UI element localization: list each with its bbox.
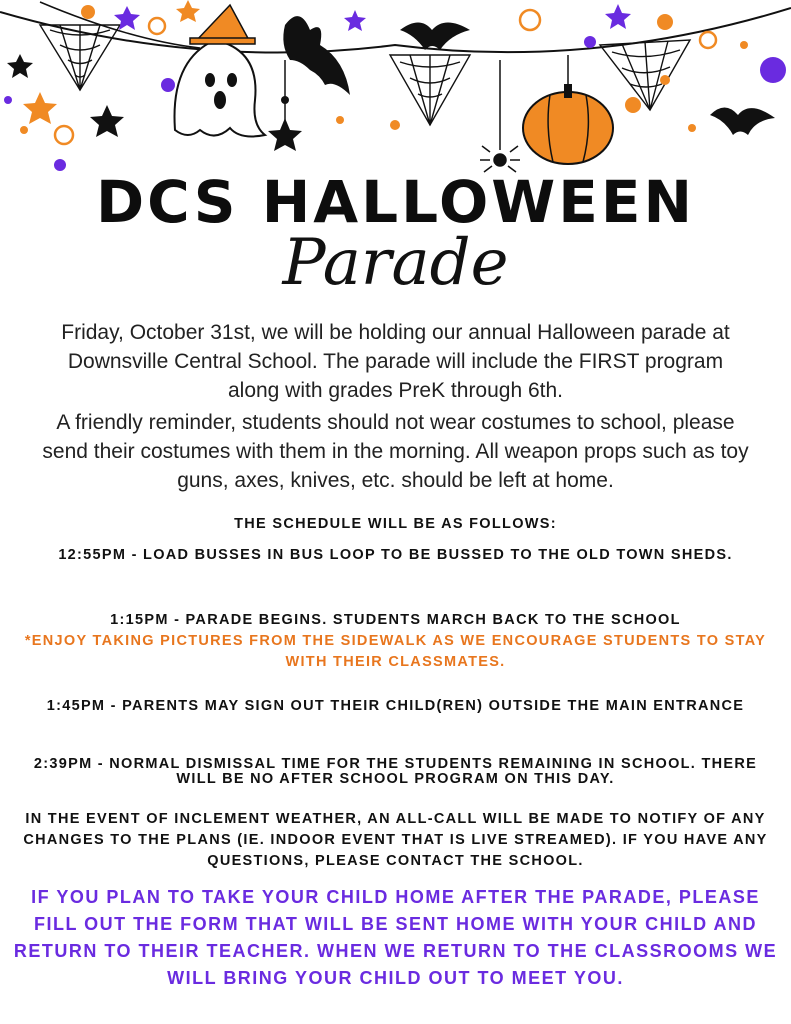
halloween-decoration-banner — [0, 0, 791, 175]
pickup-notice: IF YOU PLAN TO TAKE YOUR CHILD HOME AFTER THE PARADE, PLEASE FILL OUT THE FORM THAT WILL BE SENT HOME WITH YOUR CHILD AND RETURN TO THEIR TEACHER. WHEN WE RETURN TO THE CLASSROOMS WE WILL BRING YOUR CHILD OUT TO MEET YOU. — [13, 887, 778, 988]
spider-web-icon — [600, 40, 690, 110]
schedule-item-2-note: *ENJOY TAKING PICTURES FROM THE SIDEWALK AS WE ENCOURAGE STUDENTS TO STAY WITH THEIR CLASSMATES. — [24, 633, 767, 670]
intro-paragraph-2: A friendly reminder, students should not wear costumes to school, please send their costumes with them in the morning. All weapon props such as toy guns, axes, knives, etc. should be left at home. — [42, 411, 749, 492]
confetti-dot-icon — [4, 5, 786, 171]
intro-paragraph-1: Friday, October 31st, we will be holding our annual Halloween parade at Downsville Central School. The parade will include the FIRST program along with grades PreK through 6th. — [61, 321, 730, 402]
bat-icon — [710, 108, 775, 136]
schedule-item-4: 2:39PM - NORMAL DISMISSAL TIME FOR THE STUDENTS REMAINING IN SCHOOL. THERE WILL BE NO AFTER SCHOOL PROGRAM ON THIS DAY. — [33, 756, 758, 787]
star-icon — [268, 60, 302, 151]
schedule-item-1: 12:55PM - LOAD BUSSES IN BUS LOOP TO BE BUSSED TO THE OLD TOWN SHEDS. — [58, 547, 733, 563]
schedule-item-2: 1:15PM - PARADE BEGINS. STUDENTS MARCH BACK TO THE SCHOOL — [110, 612, 681, 628]
schedule-item-3: 1:45PM - PARENTS MAY SIGN OUT THEIR CHILD(REN) OUTSIDE THE MAIN ENTRANCE — [46, 698, 745, 714]
spider-web-icon — [40, 25, 120, 90]
bat-icon — [283, 16, 350, 95]
page-title: DCS HALLOWEEN — [95, 168, 696, 236]
pumpkin-icon — [523, 55, 613, 164]
star-icon — [344, 10, 366, 31]
star-icon — [7, 54, 33, 78]
star-icon — [605, 4, 631, 29]
schedule-heading: THE SCHEDULE WILL BE AS FOLLOWS: — [234, 516, 557, 532]
page-subtitle: Parade — [282, 226, 509, 300]
weather-notice: IN THE EVENT OF INCLEMENT WEATHER, AN ALL-CALL WILL BE MADE TO NOTIFY OF ANY CHANGES TO THE PLANS (IE. INDOOR EVENT THAT IS LIVE STREAMED). IF YOU HAVE ANY QUESTIONS, PLEASE CONTACT THE SCHOOL. — [23, 811, 768, 869]
star-icon — [176, 0, 200, 22]
star-icon — [90, 105, 124, 137]
ghost-witch-icon — [175, 5, 266, 136]
spider-web-icon — [390, 55, 470, 125]
spider-icon — [480, 60, 520, 172]
star-icon — [23, 92, 57, 124]
star-icon — [114, 6, 140, 30]
